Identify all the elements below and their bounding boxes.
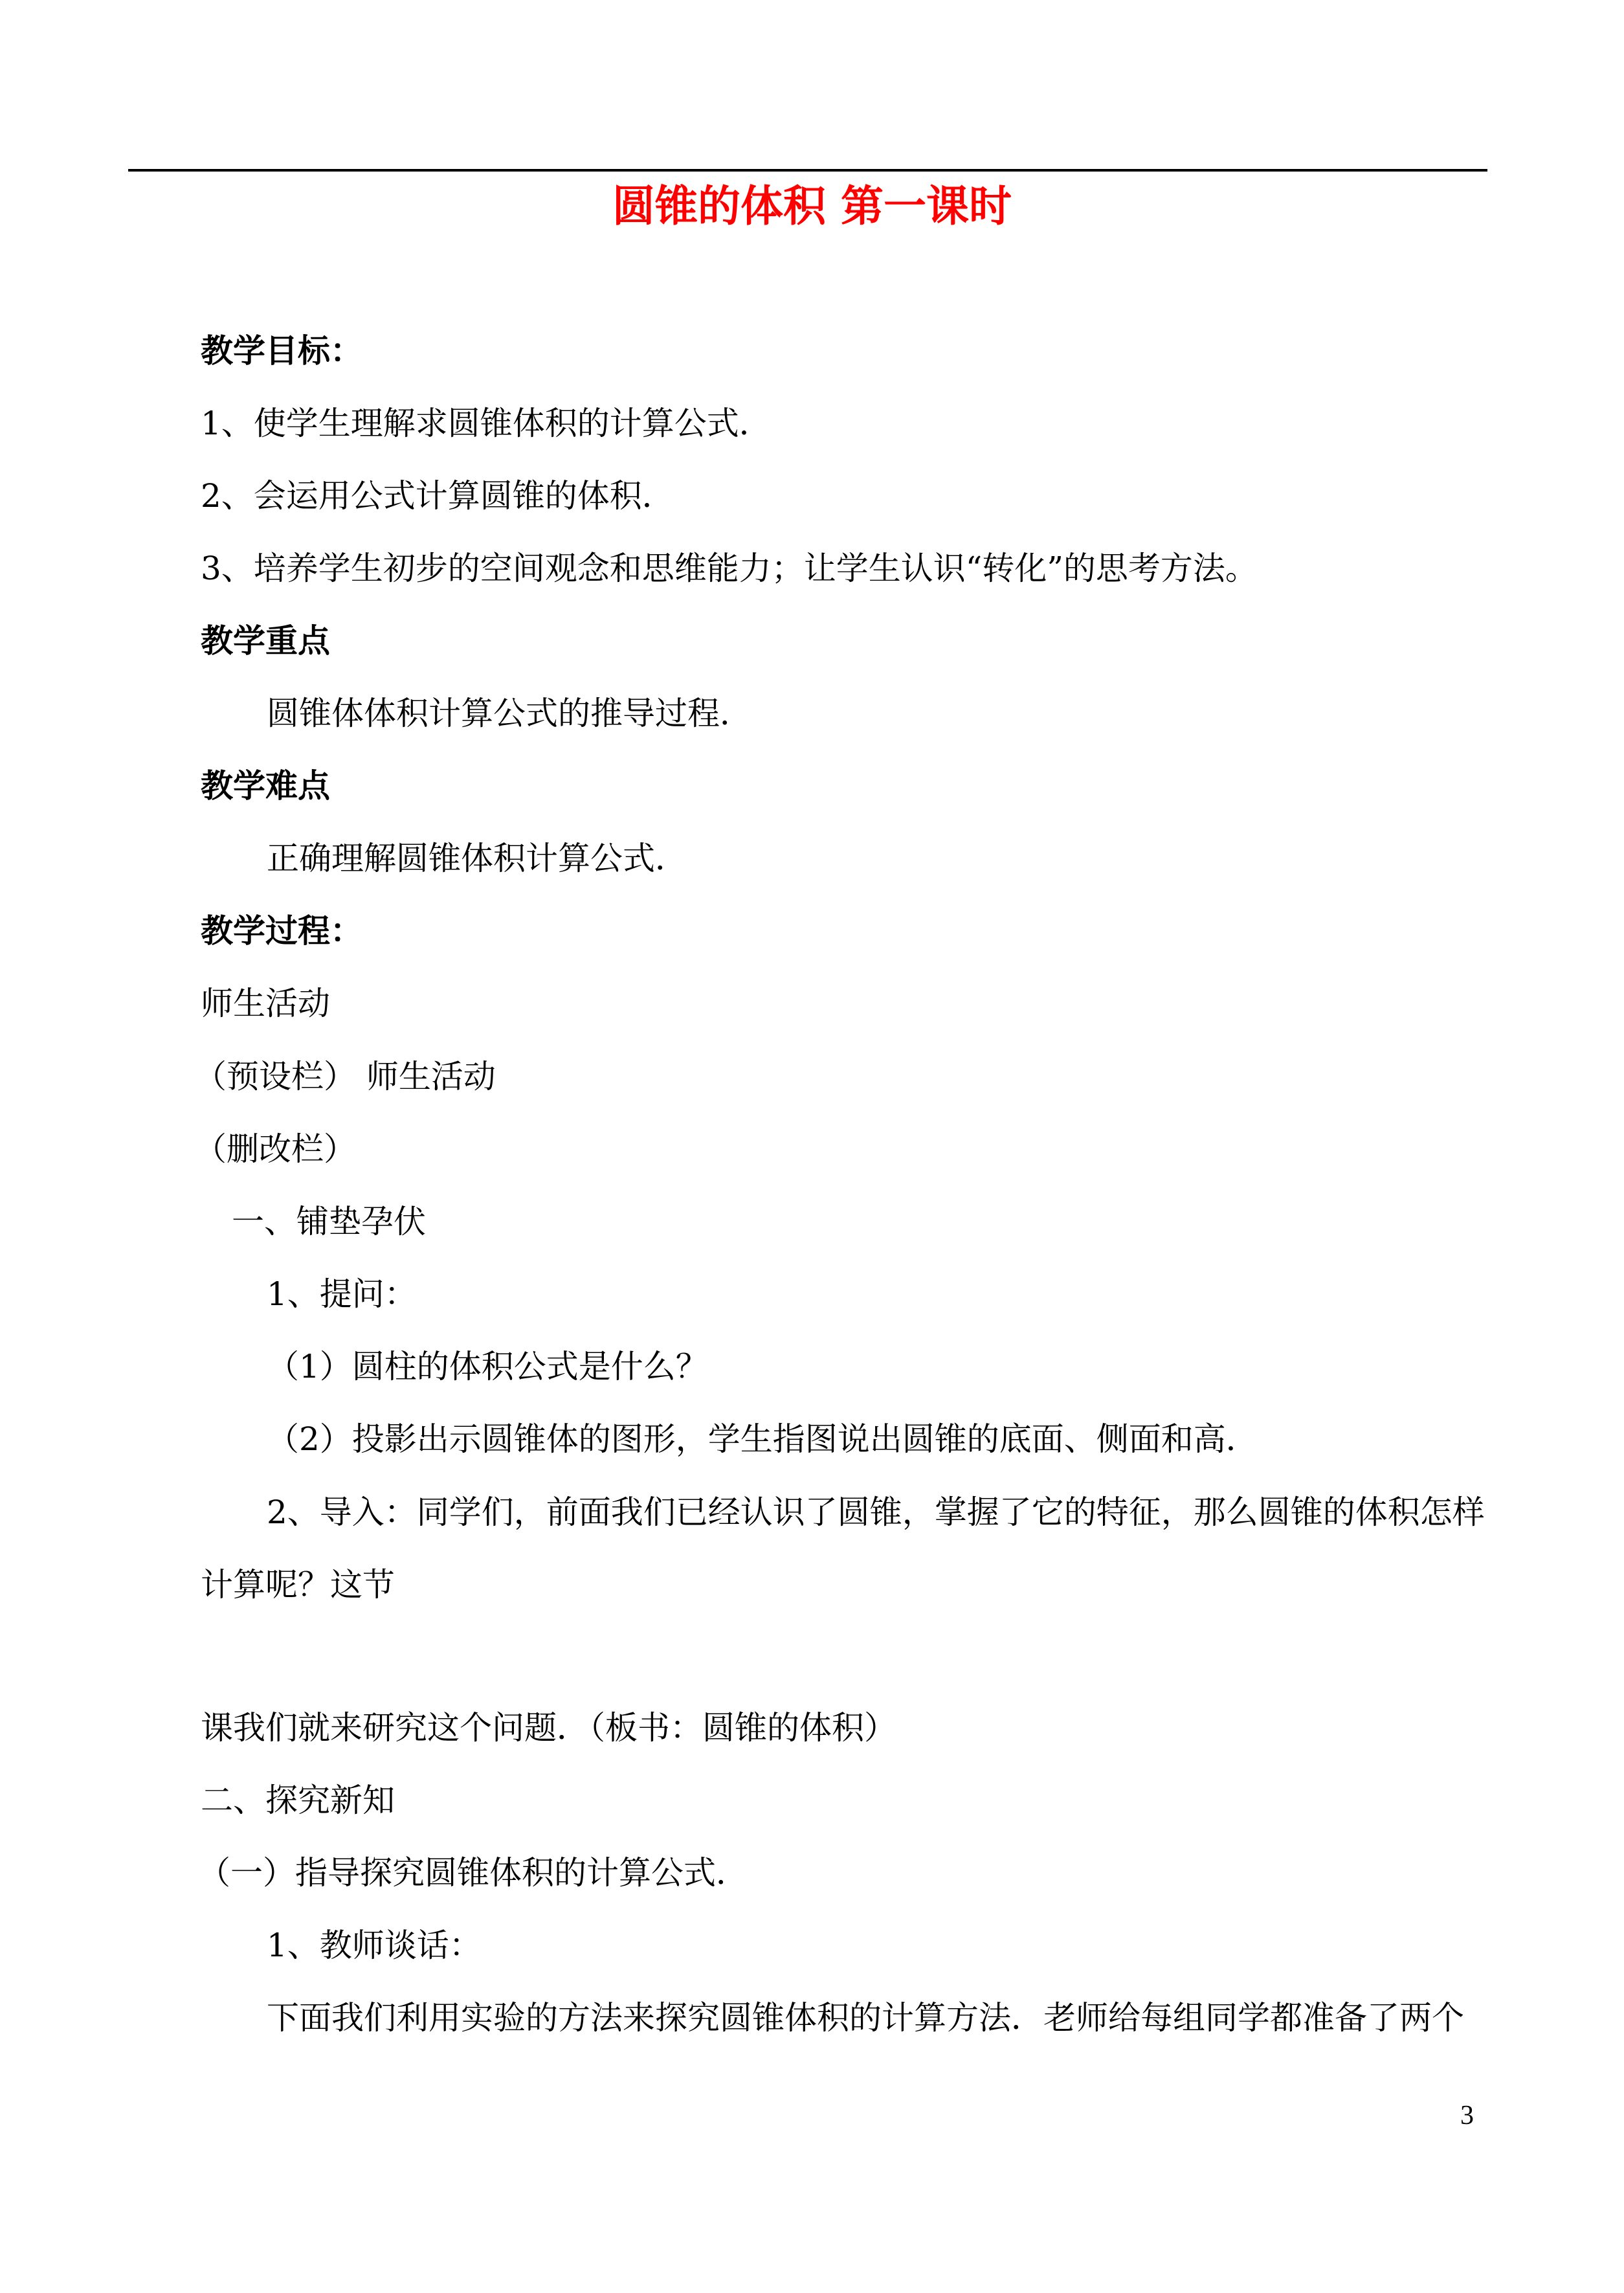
objective-item-3: 3、培养学生初步的空间观念和思维能力；让学生认识“转化”的思考方法。 — [201, 550, 1258, 587]
introduction-line-3: 课我们就来研究这个问题．（板书：圆锥的体积） — [201, 1709, 896, 1747]
question-intro: 1、提问： — [267, 1275, 417, 1313]
page-number: 3 — [1460, 2101, 1474, 2131]
heading-objectives: 教学目标： — [201, 331, 362, 370]
header-rule — [128, 169, 1487, 172]
document-title: 圆锥的体积 第一课时 — [612, 181, 1012, 231]
objective-item-1: 1、使学生理解求圆锥体积的计算公式． — [201, 405, 772, 442]
process-label: 师生活动 — [201, 985, 330, 1022]
section-two-heading: 二、探究新知 — [201, 1782, 395, 1819]
heading-process: 教学过程： — [201, 912, 362, 950]
teacher-talk-label: 1、教师谈话： — [267, 1927, 482, 1964]
edit-column-label: （删改栏） — [194, 1130, 356, 1168]
heading-key-point: 教学重点 — [201, 621, 330, 660]
section-one-heading: 一、铺垫孕伏 — [232, 1203, 426, 1240]
difficulty-text: 正确理解圆锥体积计算公式． — [267, 840, 687, 877]
heading-difficulty: 教学难点 — [201, 766, 330, 805]
question-1: （1）圆柱的体积公式是什么？ — [267, 1348, 708, 1385]
subsection-heading: （一）指导探究圆锥体积的计算公式． — [198, 1854, 748, 1892]
preset-column-label: （预设栏） 师生活动 — [194, 1058, 496, 1095]
introduction-line-1: 2、导入：同学们，前面我们已经认识了圆锥，掌握了它的特征，那么圆锥的体积怎样 — [267, 1493, 1485, 1531]
teacher-talk-text: 下面我们利用实验的方法来探究圆锥体积的计算方法．老师给每组同学都准备了两个 — [267, 1999, 1464, 2037]
introduction-line-2: 计算呢？这节 — [201, 1566, 395, 1604]
objective-item-2: 2、会运用公式计算圆锥的体积． — [201, 477, 674, 515]
question-2: （2）投影出示圆锥体的图形，学生指图说出圆锥的底面、侧面和高． — [267, 1420, 1258, 1458]
key-point-text: 圆锥体体积计算公式的推导过程． — [267, 695, 752, 732]
